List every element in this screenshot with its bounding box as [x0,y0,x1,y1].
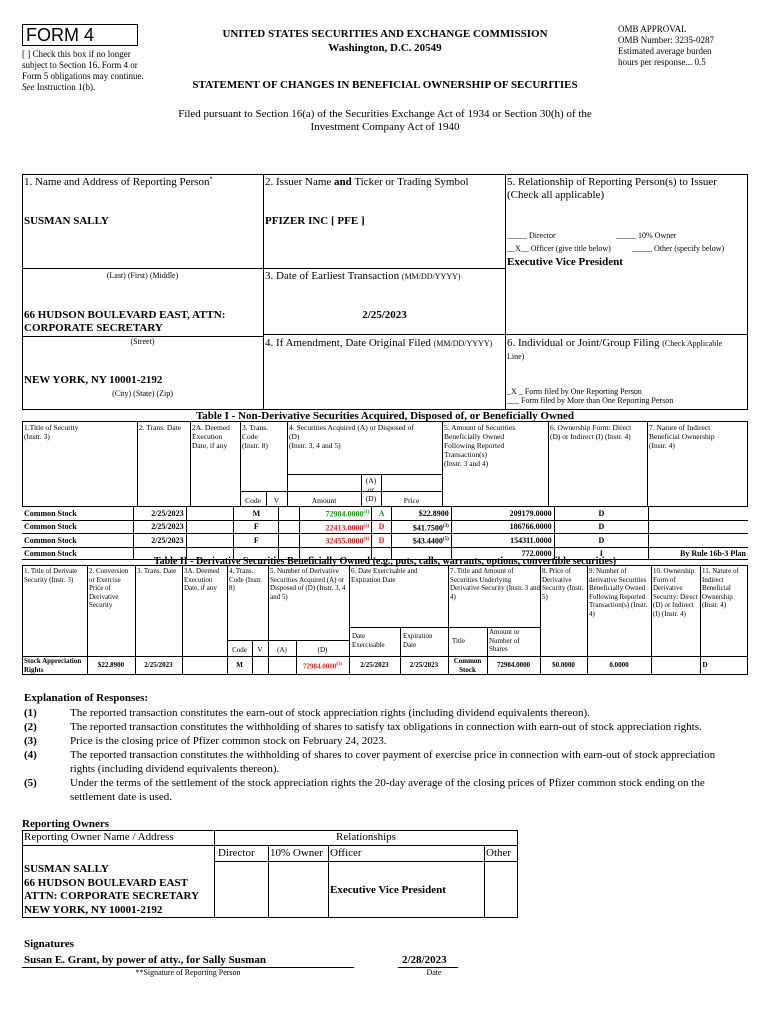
signature-label: **Signature of Reporting Person [135,968,241,977]
t1-form: I [599,548,603,558]
t1-cell-empty [186,520,234,534]
other-checkbox[interactable]: _____ Other (specify below) [632,244,725,253]
ten-percent-checkbox[interactable]: _____ 10% Owner [616,231,677,240]
table1-title: Table I - Non-Derivative Securities Acquired, Disposed of, or Beneficially Owned [195,410,575,422]
divider-h1 [22,268,263,269]
ow-v2 [268,845,269,918]
t1-cell-code [234,534,279,548]
t1-cell-nature [649,507,748,520]
owners-col-other: Other [486,847,512,859]
t1-cell-form [554,520,648,534]
t1-cell-form [554,534,648,548]
explanation-text: Under the terms of the settlement of the stock appreciation rights the 20-day average of the closing prices of Pfizer common stock ending on the settlement date is used. [70,777,705,803]
t2-row-d: 72984.0000$^{(1)}$ [302,662,343,671]
divider-h2 [263,268,506,269]
form-title: FORM 4 [26,25,95,45]
owners-col-officer: Officer [330,847,362,859]
owners-title: Reporting Owners [22,818,110,830]
t2-sub-d: (D) [317,646,328,654]
omb-approval [618,24,714,68]
t1-amount: 22413.0000 [325,523,364,533]
t1-h2a: 2A. Deemed Execution Date, if any [192,423,230,450]
agency-city: Washington, D.C. 20549 [328,42,442,54]
owners-col-relationships: Relationships [336,831,396,843]
t2-h5: 5. Number of Derivative Securities Acquired (A) or Disposed of (D) (Instr. 3, 4 and 5) [270,567,346,601]
section16-checkbox-note[interactable] [22,49,150,93]
signatures-title: Signatures [24,938,74,950]
explanation-item [24,734,724,748]
t2-row-exer: 2/25/2023 [360,661,389,669]
t1-form: D [598,508,605,518]
t1-code: M [252,508,261,518]
explanation-text: Price is the closing price of Pfizer common stock on February 24, 2023. [70,735,387,747]
explanation-item [24,776,724,804]
t1-div-2 [190,421,191,507]
t1-code: F [253,536,259,546]
t1-title: Common Stock [24,548,77,558]
explanation-num: (2) [24,721,37,733]
t1-amount: 72984.0000 [325,509,364,519]
t1-cell-empty [279,520,299,534]
date-label: Date [426,968,442,977]
owners-col-10: 10% Owner [270,847,323,859]
t1-h3: 3. Trans. Code (Instr. 8) [242,423,269,450]
t2-row-code: M [236,661,243,669]
t1-sub-ad: (A) or (D) [365,476,377,503]
t1-cell-title [22,534,134,548]
t2-h6: 6. Date Exercisable and Expiration Date [351,567,418,584]
t1-h1: 1.Title of Security (Instr. 3) [24,423,79,441]
table1-body [22,507,748,560]
t1-owned: 186766.0000 [509,522,552,532]
t2-sub-exp: Expiration Date [403,632,433,649]
t1-cell-owned [451,520,554,534]
t1-price: $22.8900 [418,508,449,518]
t1-h4: 4. Securities Acquired (A) or Disposed of (D) (Instr. 3, 4 and 5) [289,423,414,450]
box3-label: 3. Date of Earliest Transaction (MM/DD/YYYY) [265,270,461,282]
t2-sub-exer: Date Exercisable [352,632,385,649]
t1-cell-date [134,520,186,534]
table-row [22,534,748,548]
t1-cell-title [22,520,134,534]
t1-cell-empty [279,534,299,548]
officer-title: Executive Vice President [507,256,623,268]
statement-title: STATEMENT OF CHANGES IN BENEFICIAL OWNERSHIP OF SECURITIES [192,79,578,91]
t1-date: 2/25/2023 [151,522,184,532]
t1-cell-ad [372,520,392,534]
t1-owned: 154311.0000 [510,536,552,546]
t2-h3: 3. Trans. Date [137,567,177,575]
ow-v4 [484,845,485,918]
t2-row-date: 2/25/2023 [144,661,173,669]
t1-cell-title [22,507,134,520]
box6-label: 6. Individual or Joint/Group Filing (Check Applicable Line) [507,337,722,361]
t1-ad: A [378,508,385,518]
t1-h2: 2. Trans. Date [139,423,182,432]
checkbox-note-text: [ ] Check this box if no longer subject to Section 16. Form 4 or Form 5 obligations may continue. [22,49,144,81]
t1-cell-date [134,507,186,520]
owner-officer-title: Executive Vice President [330,884,446,896]
divider-v1 [263,174,264,410]
t2-h4: 4. Trans. Code (Instr. 8) [229,567,263,592]
filed-pursuant-2: Investment Company Act of 1940 [310,121,460,133]
explanation-text: The reported transaction constitutes the withholding of shares to satisfy tax obligations in connection with earn-out of stock appreciation rights. [70,721,702,733]
explanation-text: The reported transaction constitutes the withholding of shares to cover payment of exercise price in connection with earn-out of stock appreciation rights (including dividend equivalents thereon). [70,749,716,775]
t1-owned: 772.0000 [521,548,552,558]
city-label: (City) (State) (Zip) [112,389,173,398]
t1-amount: 32455.0000 [325,536,364,546]
t1-cell-code [234,507,279,520]
t1-h5: 5. Amount of Securities Beneficially Owned Following Reported Transaction(s) (Instr. 3 and 4) [444,423,516,468]
t1-title: Common Stock [24,522,77,532]
t1-div-4 [287,421,288,507]
t1-title: Common Stock [24,508,77,518]
t2-row-owned: 0.0000 [609,661,629,669]
street-label: (Street) [130,337,155,346]
divider-h4 [263,334,748,335]
one-person-checkbox[interactable]: _X _ Form filed by One Reporting Person [507,387,642,396]
t1-sub-h [240,491,442,492]
t1-form: D [598,522,605,532]
t2-h1: 1. Title of Derivate Security (Instr. 3) [24,567,78,584]
t2-h7: 7. Title and Amount of Securities Underlying Derivative Security (Instr. 3 and 4) [450,567,541,601]
explanation-list [24,706,724,804]
omb-line-3: Estimated average burden [618,46,712,56]
t2-sub-v: V [257,646,263,654]
omb-line-4: hours per response... 0.5 [618,57,706,67]
t2-h8: 8. Price of Derivative Security (Instr. 5) [542,567,584,601]
director-checkbox[interactable]: _____ Director [507,231,556,240]
officer-checkbox[interactable]: __X__ Officer (give title below) [507,244,611,253]
explanation-item [24,748,724,776]
ow-h2 [214,861,518,862]
t1-cell-date [134,534,186,548]
name-parts-label: (Last) (First) (Middle) [106,271,179,280]
t1-div-7 [647,421,648,507]
signer-name: Susan E. Grant, by power of atty., for Sally Susman [24,954,266,966]
signature-date: 2/28/2023 [402,954,447,966]
t1-cell-price: $43.4400$^{(5)}$ [391,534,451,548]
explanation-title: Explanation of Responses: [24,692,149,704]
omb-line-1: OMB APPROVAL [618,24,687,34]
t2-row-price: $22.8900 [97,661,125,669]
t1-sub-price: Price [403,496,420,505]
box4-label: 4. If Amendment, Date Original Filed (MM/DD/YYYY) [265,337,493,349]
t2-sub-a: (A) [277,646,287,654]
explanation-item [24,706,724,720]
t1-sub-code: Code [245,496,261,505]
ow-v1 [214,830,215,918]
t1-cell-nature [649,534,748,548]
t1-div-1 [137,421,138,507]
t2-row-dprice: $0.0000 [552,661,575,669]
t1-div-3 [240,421,241,507]
t1-cell-owned [451,534,554,548]
divider-v2 [505,174,506,410]
t2-sub-code: Code [232,646,247,654]
owners-col-director: Director [218,847,255,859]
t1-owned: 209179.0000 [509,508,552,518]
t1-div-6 [548,421,549,507]
t2-row-utitle: Common Stock [453,657,482,674]
t1-date: 2/25/2023 [151,508,184,518]
issuer-name: PFIZER INC [ PFE ] [265,215,365,227]
ow-h1 [22,845,518,846]
filed-pursuant-1: Filed pursuant to Section 16(a) of the Securities Exchange Act of 1934 or Section 30(h) of the [178,108,592,120]
t1-cell-amount: 72984.0000$^{(1)}$ [299,507,372,520]
t1-ad: D [378,522,385,532]
explanation-num: (3) [24,735,37,747]
reporting-street: 66 HUDSON BOULEVARD EAST, ATTN: CORPORATE SECRETARY [24,309,226,334]
t1-cell-price [391,507,451,520]
t1-price: $41.7500 [412,523,443,533]
t1-cell-ad [372,534,392,548]
t1-price: $43.4400 [412,536,443,546]
t1-nature: By Rule 16b-3 Plan [679,548,746,558]
t2-row-form: D [702,661,708,669]
omb-line-2: OMB Number: 3235-0287 [618,35,714,45]
t1-ad: D [378,536,385,546]
t1-h7: 7. Nature of Indirect Beneficial Ownership (Instr. 4) [649,423,715,450]
ow-v3 [328,845,329,918]
t2-row-title: Stock Appreciation Rights [24,657,82,674]
t1-code: F [253,522,259,532]
t1-div-5 [442,421,443,507]
t2-sub-title: Title [452,637,465,645]
explanation-num: (1) [24,707,37,719]
t2-h3a: 3A. Deemed Execution Date, if any [184,567,220,592]
t2-row-uamt: 72984.0000 [496,661,531,669]
reporting-city: NEW YORK, NY 10001-2192 [24,374,163,386]
t1-cell-ad [372,507,392,520]
t1-cell-empty [186,507,234,520]
t1-sub-amount: Amount [311,496,337,505]
t1-cell-nature [649,520,748,534]
explanation-num: (5) [24,777,37,789]
t1-cell-code [234,520,279,534]
t1-cell-empty [186,534,234,548]
box2-label: 2. Issuer Name and Ticker or Trading Symbol [265,176,469,188]
t2-h10: 10. Ownership Form of Derivative Security: Direct (D) or Indirect (I) (Instr. 4) [653,567,698,618]
t1-cell-form [554,507,648,520]
explanation-item [24,720,724,734]
t1-sub-v: V [273,496,280,505]
owners-col-name: Reporting Owner Name / Address [24,831,174,843]
t1-cell-amount: 32455.0000$^{(4)}$ [299,534,372,548]
t2-row-exp: 2/25/2023 [409,661,439,669]
more-person-checkbox[interactable]: ___ Form filed by More than One Reporting Person [507,396,674,405]
box5-label: 5. Relationship of Reporting Person(s) to Issuer (Check all applicable) [507,176,717,201]
t1-sub-h2 [287,474,442,475]
t2-h11: 11. Nature of Indirect Beneficial Ownership (Instr. 4) [702,567,739,609]
t1-cell-amount: 22413.0000$^{(2)}$ [299,520,372,534]
t2-sub-h1 [227,640,349,641]
t2-sub-amt: Amount or Number of Shares [489,628,520,653]
table2-title: Table II - Derivative Securities Beneficially Owned (e.g., puts, calls, warrants, options, convertible securities) [153,556,617,567]
t1-title: Common Stock [24,536,77,546]
table-row [22,507,748,520]
t2-h9: 9. Number of derivative Securities Beneficially Owned Following Reported Transaction(s) (Instr. 4) [589,567,648,618]
t1-cell-owned [451,507,554,520]
explanation-num: (4) [24,749,37,761]
owner-address: SUSMAN SALLY 66 HUDSON BOULEVARD EAST ATTN: CORPORATE SECRETARY NEW YORK, NY 10001-2192 [24,863,200,916]
t2-h2: 2. Conversion or Exercise Price of Derivative Security [89,567,129,609]
t1-h6: 6. Ownership Form: Direct (D) or Indirect (I) (Instr. 4) [550,423,632,441]
t1-cell-empty [279,507,299,520]
t1-form: D [598,536,605,546]
table-row [22,520,748,534]
checkbox-see: See [22,82,35,92]
agency-name: UNITED STATES SECURITIES AND EXCHANGE COMMISSION [222,28,548,40]
explanation-text: The reported transaction constitutes the earn-out of stock appreciation rights (including dividend equivalents thereon). [70,707,590,719]
t1-cell-price: $41.7500$^{(3)}$ [391,520,451,534]
reporting-person-name: SUSMAN SALLY [24,215,109,227]
checkbox-instr: Instruction 1(b). [36,82,96,92]
t1-date: 2/25/2023 [151,536,184,546]
box1-label: 1. Name and Address of Reporting Person* [24,176,213,188]
earliest-transaction-date: 2/25/2023 [362,309,407,321]
